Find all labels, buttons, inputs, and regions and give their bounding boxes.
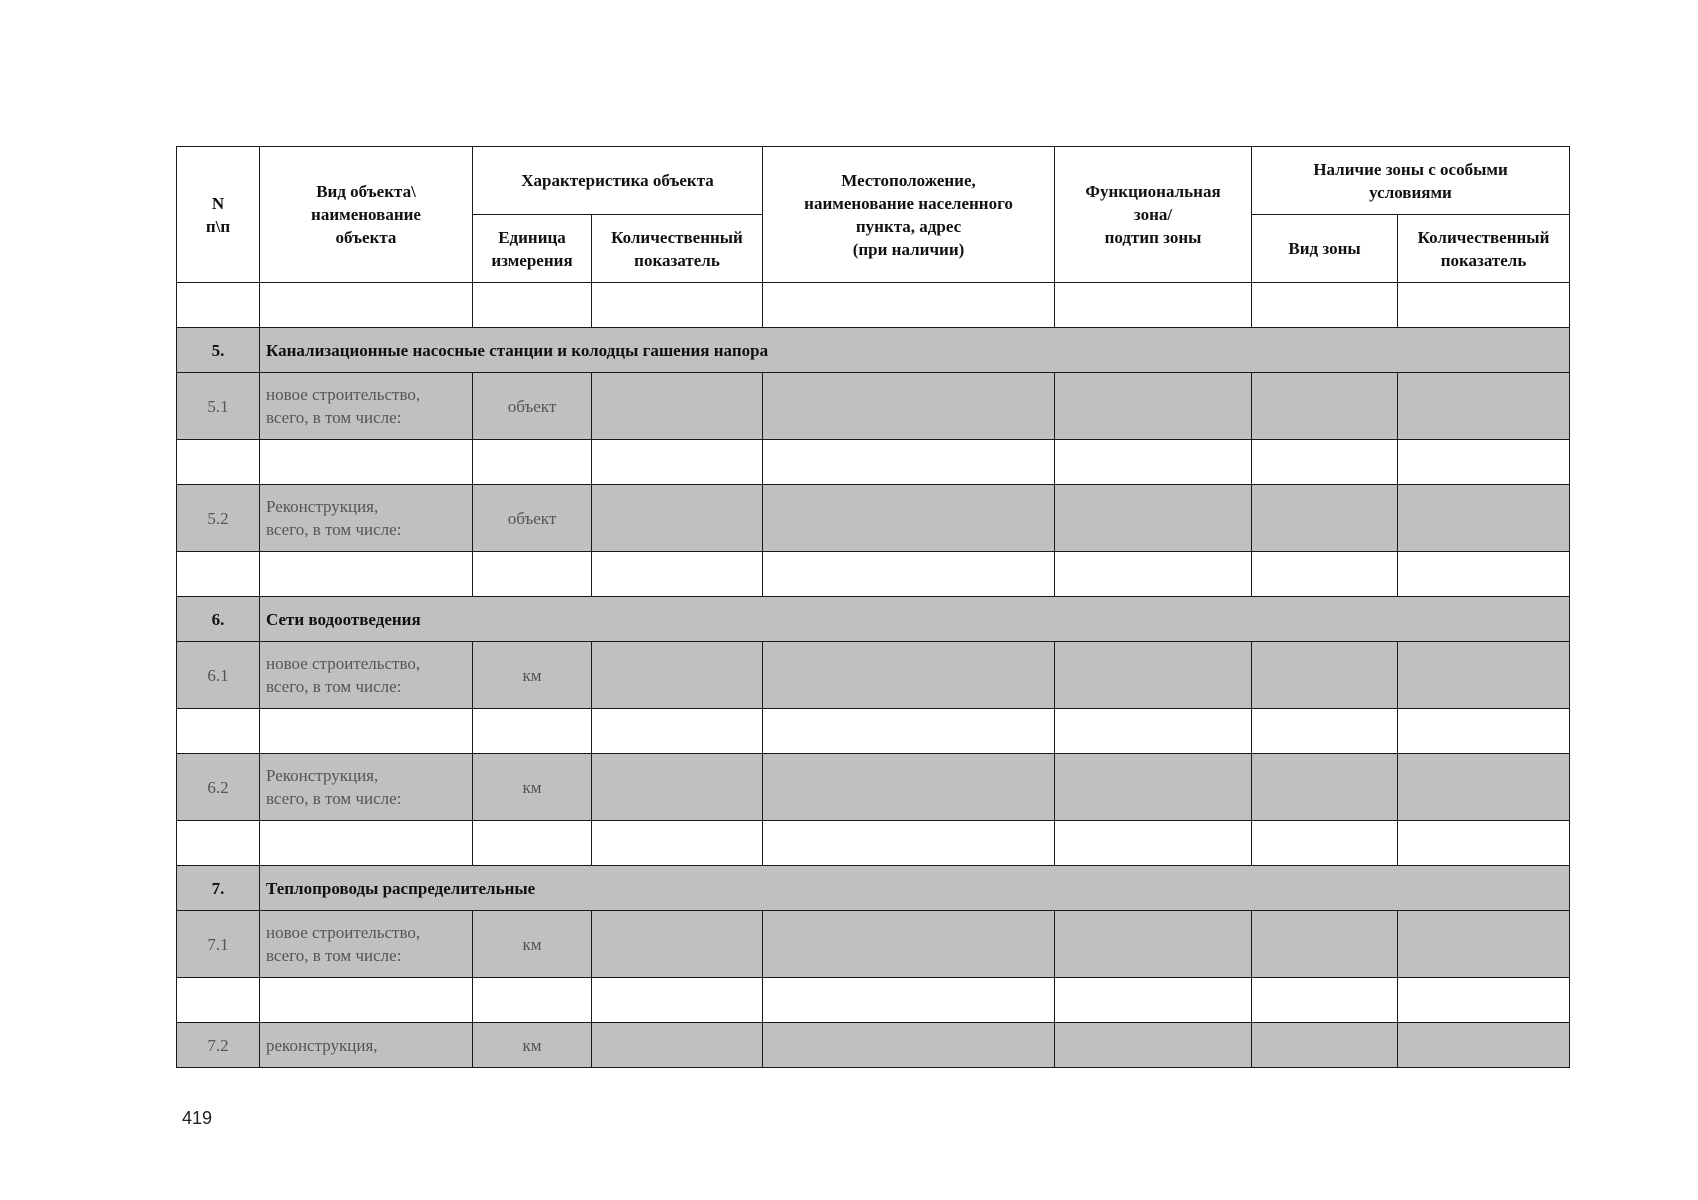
header-special-zone: Наличие зоны с особыми условиями xyxy=(1252,147,1570,215)
section-row xyxy=(177,328,1570,373)
section-number: 5. xyxy=(177,328,260,373)
item-name: Реконструкция, всего, в том числе: xyxy=(260,754,473,821)
item-number: 7.2 xyxy=(177,1023,260,1068)
item-name: реконструкция, xyxy=(260,1023,473,1068)
header-location: Местоположение, наименование населенного пункта, адрес (при наличии) xyxy=(763,147,1055,283)
table-row xyxy=(177,754,1570,821)
section-row xyxy=(177,866,1570,911)
item-number: 7.1 xyxy=(177,911,260,978)
table-row xyxy=(177,485,1570,552)
item-name: Реконструкция, всего, в том числе: xyxy=(260,485,473,552)
infrastructure-table xyxy=(176,146,1570,1068)
header-characteristic: Характеристика объекта xyxy=(473,147,763,215)
item-unit: км xyxy=(473,911,592,978)
header-num: N п\п xyxy=(177,147,260,283)
page-number: 419 xyxy=(182,1108,213,1128)
header-functional-zone: Функциональная зона/ подтип зоны xyxy=(1055,147,1252,283)
item-name: новое строительство, всего, в том числе: xyxy=(260,373,473,440)
table-row xyxy=(177,911,1570,978)
header-object-type: Вид объекта\ наименование объекта xyxy=(260,147,473,283)
item-number: 5.2 xyxy=(177,485,260,552)
item-unit: км xyxy=(473,754,592,821)
section-title: Канализационные насосные станции и колодцы гашения напора xyxy=(260,328,1570,373)
header-unit: Единица измерения xyxy=(473,215,592,283)
item-unit: км xyxy=(473,642,592,709)
table-row xyxy=(177,821,1570,866)
section-number: 7. xyxy=(177,866,260,911)
table-row xyxy=(177,373,1570,440)
item-name: новое строительство, всего, в том числе: xyxy=(260,911,473,978)
item-name: новое строительство, всего, в том числе: xyxy=(260,642,473,709)
header-quantity: Количественный показатель xyxy=(592,215,763,283)
item-unit: объект xyxy=(473,373,592,440)
table-row xyxy=(177,440,1570,485)
item-number: 6.2 xyxy=(177,754,260,821)
section-title: Сети водоотведения xyxy=(260,597,1570,642)
table-row xyxy=(177,552,1570,597)
table-row xyxy=(177,978,1570,1023)
item-unit: объект xyxy=(473,485,592,552)
table-row xyxy=(177,1023,1570,1068)
item-unit: км xyxy=(473,1023,592,1068)
item-number: 5.1 xyxy=(177,373,260,440)
section-number: 6. xyxy=(177,597,260,642)
header-zone-quantity: Количественный показатель xyxy=(1398,215,1570,283)
table-row xyxy=(177,283,1570,328)
table-row xyxy=(177,709,1570,754)
header-zone-type: Вид зоны xyxy=(1252,215,1398,283)
section-row xyxy=(177,597,1570,642)
section-title: Теплопроводы распределительные xyxy=(260,866,1570,911)
table-row xyxy=(177,642,1570,709)
item-number: 6.1 xyxy=(177,642,260,709)
